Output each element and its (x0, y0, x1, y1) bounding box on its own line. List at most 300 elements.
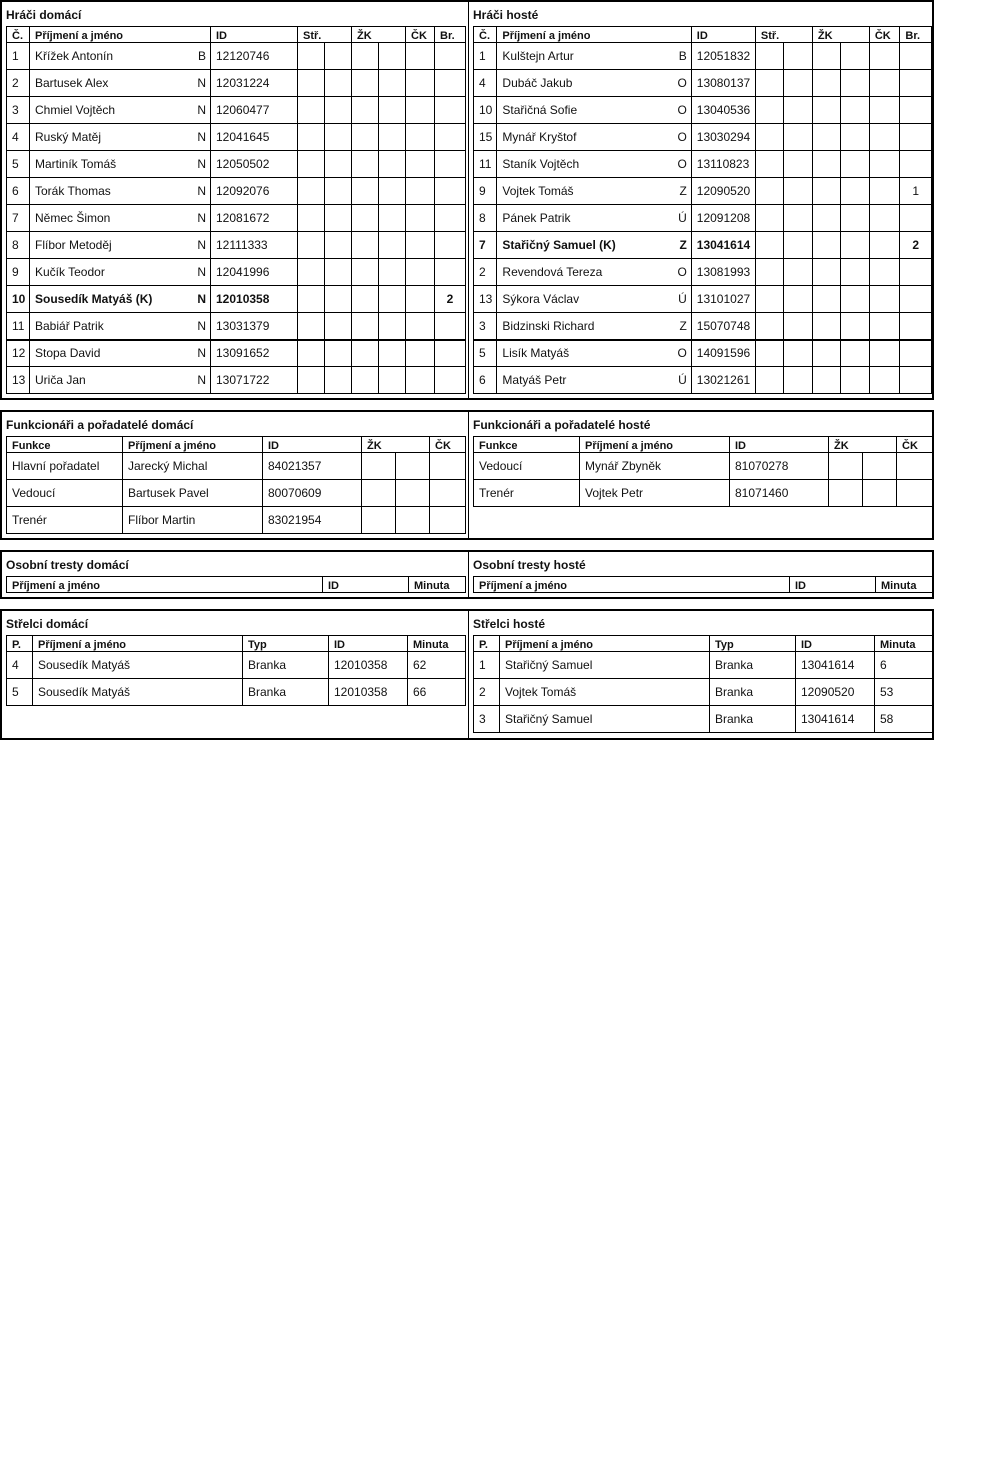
card-box (812, 178, 840, 205)
player-position: O (677, 157, 687, 171)
card-box (406, 43, 435, 70)
card-box (379, 340, 406, 367)
player-number: 5 (7, 151, 30, 178)
card-box (869, 286, 900, 313)
card-box (325, 70, 352, 97)
home-scorers-title: Střelci domácí (6, 617, 89, 631)
col-minute: Minuta (876, 577, 933, 593)
player-name-cell (30, 313, 211, 340)
card-box (812, 286, 840, 313)
card-box (841, 205, 870, 232)
player-name: Stopa David (35, 346, 101, 361)
player-name: Babiář Patrik (35, 318, 104, 333)
table-row (7, 151, 466, 178)
table-row (474, 43, 932, 70)
table-row (474, 679, 933, 706)
player-name: Mynář Kryštof (502, 130, 577, 144)
scorer-minute: 58 (875, 706, 933, 733)
scorer-id: 13041614 (796, 652, 875, 679)
card-box (812, 70, 840, 97)
card-box (352, 97, 379, 124)
col-name: Příjmení a jméno (500, 636, 710, 652)
table-row (7, 43, 466, 70)
col-zk: ŽK (829, 437, 897, 453)
player-goals (435, 70, 466, 97)
card-box (298, 178, 325, 205)
home-scorers-body (7, 652, 466, 706)
player-name-cell (497, 124, 691, 151)
player-number: 6 (474, 367, 497, 394)
card-box (841, 178, 870, 205)
card-box (755, 340, 783, 367)
player-position: B (678, 49, 687, 63)
card-box (379, 43, 406, 70)
player-goals: 2 (900, 232, 932, 259)
card-box (406, 178, 435, 205)
player-goals (900, 124, 932, 151)
scorer-minute: 6 (875, 652, 933, 679)
card-box (379, 70, 406, 97)
player-goals: 2 (435, 286, 466, 313)
away-scorers-table (473, 635, 933, 733)
player-position: N (197, 76, 206, 90)
card-box (298, 124, 325, 151)
player-goals (900, 205, 932, 232)
col-id: ID (329, 636, 408, 652)
card-box (755, 286, 783, 313)
player-position: O (677, 103, 687, 117)
player-goals (435, 151, 466, 178)
card-box (298, 313, 325, 340)
card-box (755, 124, 783, 151)
player-position: B (197, 49, 206, 63)
card-box (784, 340, 812, 367)
player-id: 13030294 (691, 124, 755, 151)
col-num: Č. (7, 27, 30, 43)
scorer-order: 4 (7, 652, 33, 679)
col-minute: Minuta (409, 577, 466, 593)
player-number: 4 (7, 124, 30, 151)
card-box (812, 205, 840, 232)
scorers-section (0, 609, 934, 740)
card-box (352, 313, 379, 340)
card-box (812, 124, 840, 151)
card-box (406, 151, 435, 178)
col-minute: Minuta (875, 636, 933, 652)
card-box (362, 480, 396, 507)
card-box (325, 232, 352, 259)
col-id: ID (691, 27, 755, 43)
card-box (406, 313, 435, 340)
table-row (7, 652, 466, 679)
home-officials-table (6, 436, 466, 534)
card-box (869, 151, 900, 178)
player-position: N (197, 157, 206, 171)
card-box (352, 43, 379, 70)
table-row (474, 124, 932, 151)
player-goals (900, 286, 932, 313)
player-id: 12090520 (691, 178, 755, 205)
table-row (7, 286, 466, 313)
home-players-header (7, 27, 466, 43)
official-id: 83021954 (263, 507, 362, 534)
player-goals (900, 70, 932, 97)
player-name: Lisík Matyáš (502, 346, 570, 361)
official-id: 81071460 (730, 480, 829, 507)
player-id: 13040536 (691, 97, 755, 124)
card-box (298, 232, 325, 259)
card-box (812, 340, 840, 367)
player-position: N (197, 184, 206, 198)
player-name: Matyáš Petr (502, 373, 567, 387)
official-role: Vedoucí (7, 480, 123, 507)
col-name: Příjmení a jméno (580, 437, 730, 453)
card-box (430, 507, 466, 534)
player-id: 12041645 (211, 124, 298, 151)
scorer-type: Branka (710, 679, 796, 706)
card-box (829, 453, 863, 480)
card-box (362, 453, 396, 480)
card-box (298, 70, 325, 97)
away-scorers-panel (469, 611, 932, 738)
official-name: Bartusek Pavel (123, 480, 263, 507)
col-id: ID (730, 437, 829, 453)
player-id: 14091596 (691, 340, 755, 367)
col-name: Příjmení a jméno (497, 27, 691, 43)
card-box (406, 70, 435, 97)
card-box (784, 205, 812, 232)
player-number: 1 (474, 43, 497, 70)
player-position: N (197, 318, 206, 333)
card-box (352, 205, 379, 232)
card-box (379, 367, 406, 394)
player-goals (900, 340, 932, 367)
scorer-id: 12010358 (329, 652, 408, 679)
player-id: 13071722 (211, 367, 298, 394)
away-officials-header (474, 437, 933, 453)
card-box (352, 70, 379, 97)
card-box (869, 70, 900, 97)
scorer-minute: 62 (408, 652, 466, 679)
player-number: 9 (474, 178, 497, 205)
card-box (406, 367, 435, 394)
player-position: N (197, 292, 206, 306)
player-position: O (677, 346, 687, 361)
card-box (869, 205, 900, 232)
player-name: Bidzinski Richard (502, 318, 595, 333)
card-box (755, 97, 783, 124)
card-box (812, 367, 840, 394)
col-name: Příjmení a jméno (30, 27, 211, 43)
card-box (784, 313, 812, 340)
card-box (396, 453, 430, 480)
card-box (841, 286, 870, 313)
player-name-cell (497, 178, 691, 205)
card-box (812, 232, 840, 259)
player-id: 12051832 (691, 43, 755, 70)
card-box (812, 259, 840, 286)
player-name-cell (497, 232, 691, 259)
player-id: 13080137 (691, 70, 755, 97)
player-goals (435, 259, 466, 286)
official-role: Vedoucí (474, 453, 580, 480)
player-number: 8 (7, 232, 30, 259)
card-box (869, 124, 900, 151)
card-box (755, 313, 783, 340)
col-br: Br. (900, 27, 932, 43)
card-box (784, 97, 812, 124)
col-id: ID (790, 577, 876, 593)
player-name: Dubáč Jakub (502, 76, 573, 90)
col-p: P. (474, 636, 500, 652)
card-box (352, 151, 379, 178)
card-box (379, 232, 406, 259)
scorer-order: 1 (474, 652, 500, 679)
player-id: 13110823 (691, 151, 755, 178)
card-box (784, 232, 812, 259)
col-ck: ČK (430, 437, 466, 453)
card-box (325, 97, 352, 124)
player-goals (900, 259, 932, 286)
table-row (474, 652, 933, 679)
card-box (379, 313, 406, 340)
card-box (812, 97, 840, 124)
player-goals (435, 340, 466, 367)
player-name-cell (30, 205, 211, 232)
card-box (406, 97, 435, 124)
table-row (474, 259, 932, 286)
card-box (841, 97, 870, 124)
official-name: Flíbor Martin (123, 507, 263, 534)
player-name-cell (497, 313, 691, 340)
player-position: N (197, 346, 206, 361)
scorer-minute: 53 (875, 679, 933, 706)
home-players-title: Hráči domácí (6, 8, 82, 22)
official-name: Jarecký Michal (123, 453, 263, 480)
card-box (406, 124, 435, 151)
card-box (869, 97, 900, 124)
player-number: 6 (7, 178, 30, 205)
col-type: Typ (243, 636, 329, 652)
player-number: 5 (474, 340, 497, 367)
card-box (869, 232, 900, 259)
card-box (379, 124, 406, 151)
player-id: 12060477 (211, 97, 298, 124)
card-box (841, 259, 870, 286)
player-goals (900, 151, 932, 178)
scorer-type: Branka (243, 652, 329, 679)
table-row (7, 507, 466, 534)
scorer-name: Sousedík Matyáš (33, 652, 243, 679)
card-box (396, 507, 430, 534)
card-box (379, 205, 406, 232)
card-box (379, 97, 406, 124)
card-box (325, 43, 352, 70)
card-box (841, 340, 870, 367)
col-id: ID (323, 577, 409, 593)
player-position: O (677, 130, 687, 144)
player-number: 13 (7, 367, 30, 394)
col-role: Funkce (474, 437, 580, 453)
player-goals (435, 178, 466, 205)
card-box (406, 232, 435, 259)
player-name: Stařičná Sofie (502, 103, 578, 117)
scorer-minute: 66 (408, 679, 466, 706)
home-players-table (6, 26, 466, 394)
home-scorers-header (7, 636, 466, 652)
player-goals (435, 97, 466, 124)
player-id: 12050502 (211, 151, 298, 178)
table-row (474, 340, 932, 367)
table-row (7, 205, 466, 232)
player-number: 3 (7, 97, 30, 124)
player-name: Pánek Patrik (502, 211, 571, 225)
player-name-cell (497, 340, 691, 367)
card-box (755, 259, 783, 286)
table-row (7, 259, 466, 286)
official-role: Trenér (474, 480, 580, 507)
col-id: ID (211, 27, 298, 43)
player-name-cell (30, 232, 211, 259)
player-name-cell (497, 43, 691, 70)
scorer-id: 12010358 (329, 679, 408, 706)
player-id: 13021261 (691, 367, 755, 394)
official-id: 81070278 (730, 453, 829, 480)
player-number: 11 (7, 313, 30, 340)
away-players-body (474, 43, 932, 394)
away-penalties-table (473, 576, 933, 593)
player-name: Němec Šimon (35, 211, 111, 225)
player-name-cell (497, 205, 691, 232)
player-number: 2 (7, 70, 30, 97)
card-box (325, 124, 352, 151)
card-box (869, 313, 900, 340)
table-row (7, 367, 466, 394)
scorer-type: Branka (710, 706, 796, 733)
col-ck: ČK (897, 437, 933, 453)
card-box (784, 367, 812, 394)
table-row (474, 205, 932, 232)
card-box (863, 480, 897, 507)
player-name-cell (30, 43, 211, 70)
penalties-section (0, 550, 934, 599)
official-role: Hlavní pořadatel (7, 453, 123, 480)
table-row (7, 124, 466, 151)
player-position: Ú (678, 373, 687, 387)
away-scorers-header (474, 636, 933, 652)
card-box (812, 313, 840, 340)
card-box (841, 151, 870, 178)
card-box (352, 286, 379, 313)
card-box (755, 205, 783, 232)
card-box (897, 453, 933, 480)
col-ck: ČK (869, 27, 900, 43)
scorer-order: 5 (7, 679, 33, 706)
player-goals (435, 205, 466, 232)
player-id: 15070748 (691, 313, 755, 340)
player-id: 12111333 (211, 232, 298, 259)
player-name: Martiník Tomáš (35, 157, 117, 171)
card-box (298, 286, 325, 313)
scorer-order: 3 (474, 706, 500, 733)
player-position: N (197, 211, 206, 225)
col-str: Stř. (755, 27, 812, 43)
player-name: Křížek Antonín (35, 49, 114, 63)
table-row (474, 706, 933, 733)
home-officials-title: Funkcionáři a pořadatelé domácí (6, 418, 194, 432)
official-role: Trenér (7, 507, 123, 534)
col-role: Funkce (7, 437, 123, 453)
card-box (379, 286, 406, 313)
card-box (430, 453, 466, 480)
card-box (784, 70, 812, 97)
card-box (325, 151, 352, 178)
card-box (755, 70, 783, 97)
away-penalties-title: Osobní tresty hosté (473, 558, 586, 572)
player-name-cell (30, 340, 211, 367)
card-box (784, 124, 812, 151)
player-name-cell (30, 178, 211, 205)
player-name: Sýkora Václav (502, 292, 580, 306)
card-box (841, 313, 870, 340)
table-row (7, 340, 466, 367)
player-id: 12120746 (211, 43, 298, 70)
player-name-cell (30, 97, 211, 124)
player-position: N (197, 238, 206, 252)
away-officials-title: Funkcionáři a pořadatelé hosté (473, 418, 651, 432)
card-box (325, 340, 352, 367)
card-box (352, 367, 379, 394)
player-id: 13041614 (691, 232, 755, 259)
player-name-cell (30, 259, 211, 286)
scorer-name: Stařičný Samuel (500, 706, 710, 733)
player-number: 11 (474, 151, 497, 178)
player-number: 9 (7, 259, 30, 286)
card-box (352, 259, 379, 286)
table-row (474, 286, 932, 313)
col-name: Příjmení a jméno (474, 577, 790, 593)
home-scorers-panel (2, 611, 469, 738)
table-row (7, 453, 466, 480)
player-position: Z (679, 184, 687, 198)
card-box (379, 151, 406, 178)
player-name-cell (30, 124, 211, 151)
table-row (474, 453, 933, 480)
player-id: 13031379 (211, 313, 298, 340)
player-name: Kulštejn Artur (502, 49, 574, 63)
card-box (298, 43, 325, 70)
col-str: Stř. (298, 27, 352, 43)
player-id: 12041996 (211, 259, 298, 286)
card-box (869, 178, 900, 205)
card-box (298, 205, 325, 232)
table-row (7, 480, 466, 507)
player-id: 12010358 (211, 286, 298, 313)
official-id: 80070609 (263, 480, 362, 507)
player-position: N (197, 103, 206, 117)
player-number: 12 (7, 340, 30, 367)
card-box (841, 70, 870, 97)
official-name: Mynář Zbyněk (580, 453, 730, 480)
card-box (406, 205, 435, 232)
card-box (379, 259, 406, 286)
card-box (430, 480, 466, 507)
player-name-cell (497, 70, 691, 97)
home-penalties-title: Osobní tresty domácí (6, 558, 129, 572)
col-name: Příjmení a jméno (7, 577, 323, 593)
card-box (406, 340, 435, 367)
player-position: Z (679, 318, 687, 333)
